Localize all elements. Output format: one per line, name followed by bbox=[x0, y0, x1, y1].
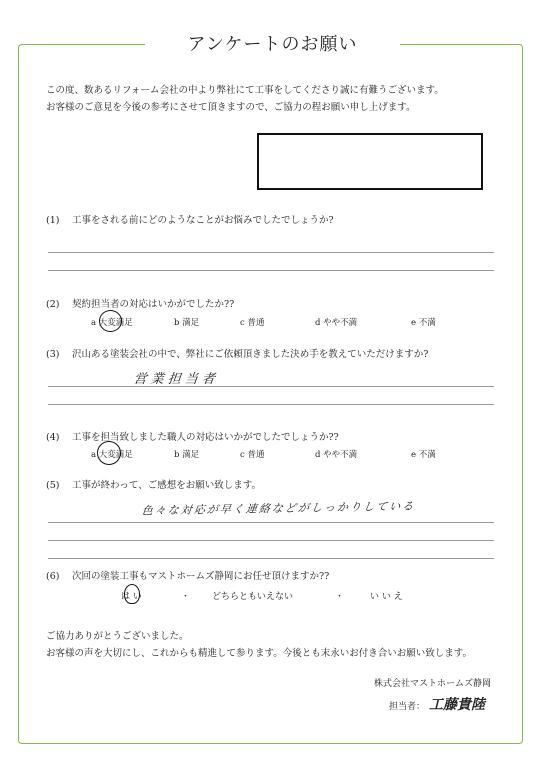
q2-option-e: e 不満 bbox=[411, 318, 436, 328]
q4-option-a: a 大変満足 bbox=[91, 450, 133, 460]
question-4 bbox=[46, 431, 339, 445]
question-1 bbox=[46, 214, 334, 228]
q6-separator: ・ bbox=[181, 592, 191, 602]
q2-option-c: c 普通 bbox=[240, 318, 265, 328]
question-5 bbox=[46, 479, 261, 493]
closing-line-1: ご協力ありがとうございました。 bbox=[46, 631, 189, 642]
closing-text bbox=[46, 628, 472, 662]
q4-option-e: e 不満 bbox=[411, 450, 436, 460]
answer-line bbox=[48, 386, 494, 387]
question-text: 工事を担当致しました職人の対応はいかがでしたでしょうか?? bbox=[72, 432, 339, 443]
selection-circle-mark bbox=[97, 441, 121, 465]
question-number: (6) bbox=[46, 571, 60, 582]
answer-line bbox=[48, 558, 494, 559]
handwritten-answer-q5: 色々な対応が早く連絡などがしっかりしている bbox=[140, 499, 417, 518]
intro-line-1: この度、数あるリフォーム会社の中より弊社にて工事をしてくださり誠に有難うございます。 bbox=[46, 85, 444, 96]
answer-line bbox=[48, 270, 494, 271]
title-wrap bbox=[145, 34, 400, 56]
question-number: (2) bbox=[46, 299, 60, 310]
q6-option-yes: は い bbox=[121, 592, 142, 602]
q4-option-c: c 普通 bbox=[240, 450, 265, 460]
question-text: 契約担当者の対応はいかがでしたか?? bbox=[72, 299, 235, 310]
customer-name-box bbox=[257, 133, 483, 190]
staff-label: 担当者： bbox=[388, 702, 425, 712]
q6-option-no: い い え bbox=[370, 592, 403, 602]
question-6 bbox=[46, 570, 329, 584]
selection-circle-mark bbox=[124, 584, 140, 604]
question-text: 次回の塗装工事もマストホームズ静岡にお任せ頂けますか?? bbox=[72, 571, 330, 582]
question-number: (4) bbox=[46, 432, 60, 443]
q4-option-d: d やや不満 bbox=[315, 450, 358, 460]
answer-line bbox=[48, 252, 494, 253]
q2-option-a: a 大変満足 bbox=[91, 318, 133, 328]
question-text: 工事が終わって、ご感想をお願い致します。 bbox=[72, 480, 261, 491]
question-number: (3) bbox=[46, 349, 60, 360]
answer-line bbox=[48, 540, 494, 541]
staff-line bbox=[389, 694, 485, 714]
selection-circle-mark bbox=[99, 310, 122, 332]
q2-option-d: d やや不満 bbox=[315, 318, 358, 328]
q2-option-b: b 満足 bbox=[174, 318, 200, 328]
handwritten-answer-q3: 営業担当者 bbox=[133, 372, 220, 387]
answer-line bbox=[48, 522, 494, 523]
intro-line-2: お客様のご意見を今後の参考にさせて頂きますので、ご協力の程お願い申し上げます。 bbox=[46, 102, 416, 113]
question-3 bbox=[46, 348, 428, 362]
q6-separator: ・ bbox=[335, 592, 345, 602]
q6-option-neither: どちらともいえない bbox=[212, 592, 294, 602]
staff-name: 工藤貴陸 bbox=[429, 697, 485, 713]
page-title: アンケートのお願い bbox=[187, 34, 358, 55]
closing-line-2: お客様の声を大切にし、これからも精進して参ります。今後とも末永いお付き合いお願い致します。 bbox=[46, 648, 472, 659]
answer-line bbox=[48, 404, 494, 405]
question-number: (5) bbox=[46, 480, 60, 491]
question-2 bbox=[46, 298, 234, 312]
company-name: 株式会社マストホームズ静岡 bbox=[373, 679, 491, 689]
question-number: (1) bbox=[46, 215, 60, 226]
question-text: 沢山ある塗装会社の中で、弊社にご依頼頂きました決め手を教えていただけますか? bbox=[72, 349, 429, 360]
question-text: 工事をされる前にどのようなことがお悩みでしたでしょうか? bbox=[72, 215, 334, 226]
intro-text bbox=[46, 82, 444, 116]
q4-option-b: b 満足 bbox=[174, 450, 200, 460]
